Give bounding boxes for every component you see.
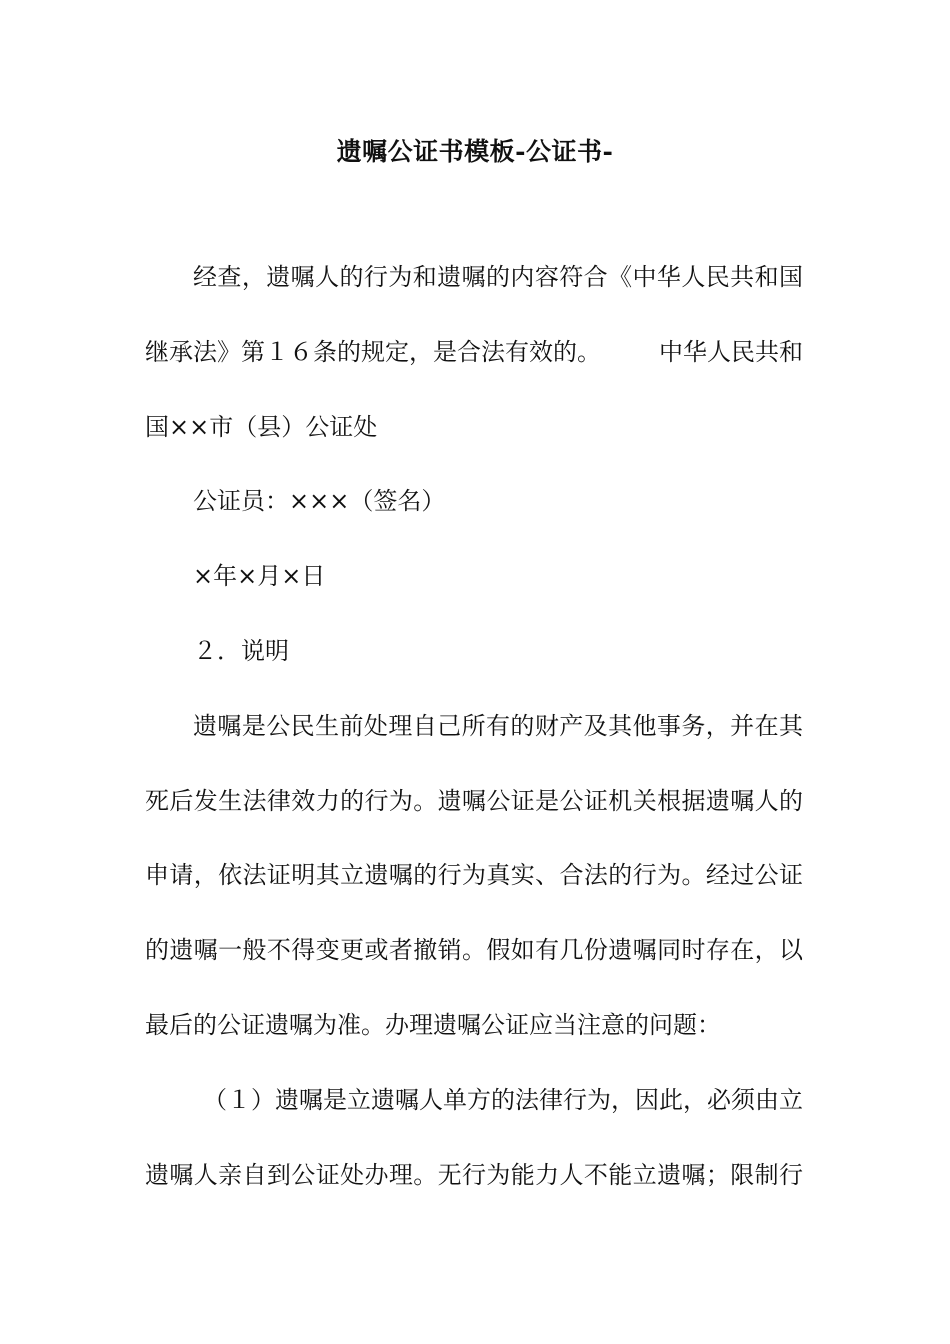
body-line bbox=[145, 333, 803, 371]
body-line: 死后发生法律效力的行为。遗嘱公证是公证机关根据遗嘱人的 bbox=[145, 786, 803, 815]
body-line: （１）遗嘱是立遗嘱人单方的法律行为，因此，必须由立 bbox=[203, 1085, 803, 1114]
body-line: 经查，遗嘱人的行为和遗嘱的内容符合《中华人民共和国 bbox=[193, 263, 803, 291]
body-line-part: 继承法》第１６条的规定，是合法有效的。 bbox=[145, 337, 601, 366]
body-line: 公证员：×××（签名） bbox=[193, 487, 446, 516]
body-line: 遗嘱人亲自到公证处办理。无行为能力人不能立遗嘱；限制行 bbox=[145, 1160, 803, 1189]
body-line: 最后的公证遗嘱为准。办理遗嘱公证应当注意的问题： bbox=[145, 1010, 721, 1039]
document-body bbox=[145, 258, 803, 1230]
body-line: 的遗嘱一般不得变更或者撤销。假如有几份遗嘱同时存在，以 bbox=[145, 936, 803, 965]
body-line: 国××市（县）公证处 bbox=[145, 412, 378, 441]
body-line: 申请，依法证明其立遗嘱的行为真实、合法的行为。经过公证 bbox=[145, 861, 803, 890]
document-title: 遗嘱公证书模板-公证书- bbox=[336, 137, 614, 166]
body-line: 遗嘱是公民生前处理自己所有的财产及其他事务，并在其 bbox=[193, 711, 803, 740]
body-line-part: 中华人民共和 bbox=[659, 337, 803, 366]
body-line: ×年×月×日 bbox=[193, 562, 326, 591]
section-heading: ２．说明 bbox=[193, 636, 289, 665]
